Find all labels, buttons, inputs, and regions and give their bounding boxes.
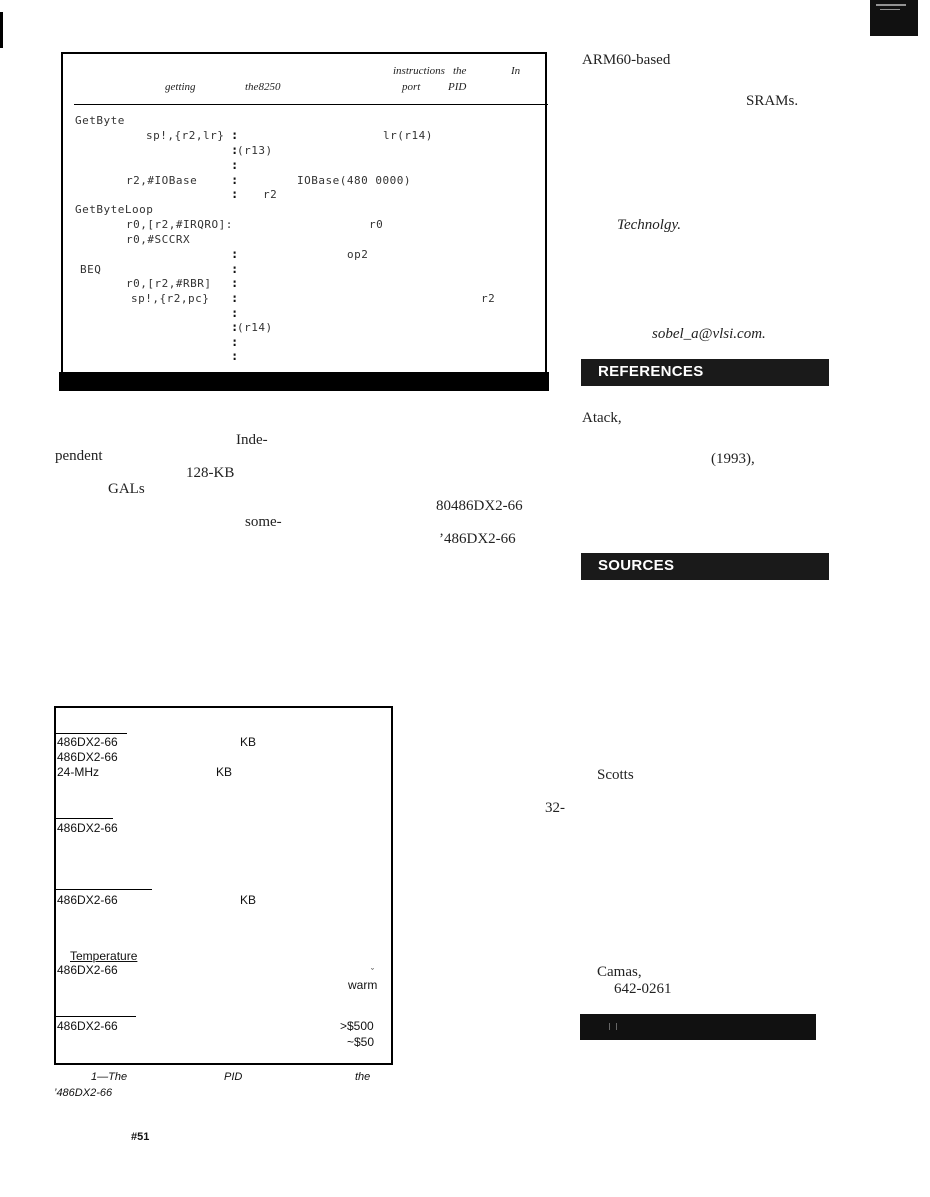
table-cell: 486DX2-66 (57, 735, 118, 749)
table-cell: KB (216, 765, 233, 779)
code-mnemonic: BEQ (80, 263, 102, 276)
table-cell: 486DX2-66 (57, 750, 118, 764)
body-fragment: 32- (545, 800, 565, 816)
listing-header-word: In (511, 65, 521, 77)
code-comment: lr(r14) (383, 129, 433, 142)
body-fragment: 642-0261 (614, 981, 672, 997)
listing-header-word: PID (448, 81, 467, 93)
table-cell: ~$50 (347, 1035, 375, 1049)
table-cell: 486DX2-66 (57, 1019, 118, 1033)
code-operand: r0,[r2,#RBR] (126, 277, 212, 290)
sources-heading: SOURCES (598, 557, 675, 574)
table-section-heading: Temperature (70, 949, 138, 963)
sources-heading-bar (581, 553, 829, 580)
comment-colon: : (231, 291, 239, 305)
listing-caption-bar (59, 372, 549, 391)
code-comment: r2 (481, 292, 496, 305)
issue-number: #51 (131, 1131, 150, 1143)
body-fragment: SRAMs. (746, 93, 799, 109)
comment-colon: : (231, 320, 239, 334)
table-cell: KB (240, 735, 257, 749)
comment-colon: : (231, 276, 239, 290)
tick-mark: ˇ (371, 967, 374, 977)
table-caption-fragment: 1—The (91, 1071, 128, 1083)
references-heading: REFERENCES (598, 363, 704, 380)
table-caption-fragment: PID (224, 1071, 243, 1083)
comment-colon: : (231, 335, 239, 349)
table-header-rule (56, 1016, 136, 1017)
code-comment: (r13) (237, 144, 273, 157)
code-comment: IOBase(480 0000) (297, 174, 411, 187)
section-heading-bar (580, 1014, 816, 1040)
code-comment: (r14) (237, 321, 273, 334)
listing-header-rule (74, 104, 548, 105)
table-header-rule (56, 889, 152, 890)
table-cell: 486DX2-66 (57, 821, 118, 835)
table-cell: KB (240, 893, 257, 907)
body-fragment: 80486DX2-66 (436, 498, 523, 514)
table-caption-fragment: ’486DX2-66 (54, 1087, 113, 1099)
body-fragment: (1993), (711, 451, 755, 467)
body-fragment: ARM60-based (582, 52, 671, 68)
table-cell: warm (348, 978, 378, 992)
table-header-rule (56, 818, 113, 819)
table-caption-fragment: the (355, 1071, 371, 1083)
listing-header-word: the8250 (245, 81, 281, 93)
body-fragment: Inde- (236, 432, 268, 448)
body-fragment: ’486DX2-66 (439, 531, 516, 547)
code-operand: sp!,{r2,pc} (131, 292, 210, 305)
listing-header-word: getting (165, 81, 196, 93)
author-email: sobel_a@vlsi.com. (652, 326, 766, 342)
code-label: GetByteLoop (75, 203, 154, 216)
comment-colon: : (231, 262, 239, 276)
table-cell: 24-MHz (57, 765, 100, 779)
listing-header-word: port (402, 81, 421, 93)
references-heading-bar (581, 359, 829, 386)
comment-colon: : (231, 306, 239, 320)
code-operand: sp!,{r2,lr} (146, 129, 225, 142)
margin-rule (0, 12, 3, 48)
body-fragment: Camas, (597, 964, 642, 980)
comment-colon: : (231, 158, 239, 172)
body-fragment: some- (245, 514, 282, 530)
comment-colon: : (231, 247, 239, 261)
listing-header-word: instructions (393, 65, 445, 77)
comment-colon: : (231, 187, 239, 201)
body-fragment: 128-KB (186, 465, 235, 481)
body-fragment: GALs (108, 481, 145, 497)
code-operand: r2,#IOBase (126, 174, 198, 187)
comment-colon: : (231, 349, 239, 363)
table-cell: 486DX2-66 (57, 963, 118, 977)
body-fragment: Technolgy. (617, 217, 682, 233)
code-comment: op2 (347, 248, 369, 261)
body-fragment: Scotts (597, 767, 634, 783)
code-operand: r0,[r2,#IRQRO]: (126, 218, 233, 231)
listing-header-word: the (453, 65, 467, 77)
comment-colon: : (231, 143, 239, 157)
body-fragment: Atack, (582, 410, 622, 426)
comment-colon: : (231, 128, 239, 142)
code-operand: r0,#SCCRX (126, 233, 191, 246)
table-cell: >$500 (340, 1019, 374, 1033)
page-corner-tab (870, 0, 918, 36)
comment-colon: : (231, 173, 239, 187)
table-header-rule (56, 733, 127, 734)
code-label: GetByte (75, 114, 125, 127)
body-fragment: pendent (55, 448, 103, 464)
code-comment: r0 (369, 218, 384, 231)
code-comment: r2 (263, 188, 278, 201)
table-cell: 486DX2-66 (57, 893, 118, 907)
